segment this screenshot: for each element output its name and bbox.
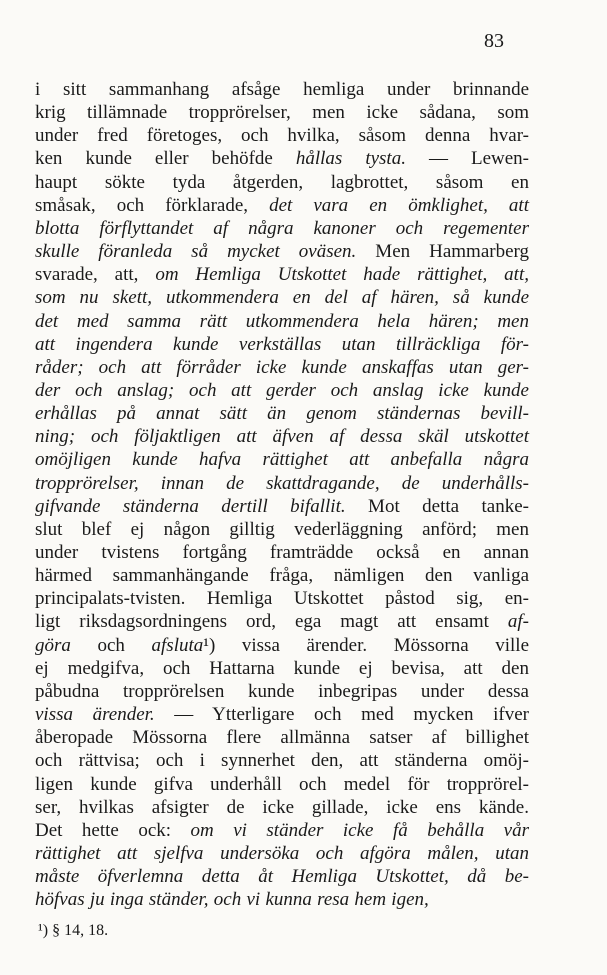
text-line [35,124,529,148]
text-line [35,310,529,334]
text-line [35,773,529,797]
italic-run: skulle föranleda så mycket oväsen. [35,241,357,263]
italic-run: vissa ärender. [35,704,155,726]
text-line [35,240,529,264]
text-run: under tvistens fortgång framträdde också en annan [35,542,529,563]
italic-run: tropprörelser, innan de skattdragande, de underhålls- [35,472,529,494]
text-line [35,194,529,218]
text-run: i sitt sammanhang afsåge hemliga under brinnande [35,79,529,100]
italic-run: rättighet att sjelfva undersöka och afgöra målen, utan [35,842,529,864]
italic-run: det med samma rätt utkommendera hela hären; men [35,310,529,332]
text-run: ken kunde eller behöfde [35,148,296,170]
italic-run: omöjligen kunde hafva rättighet att anbefalla några [35,449,529,471]
text-run: ¹) vissa ärender. Mössorna ville [203,634,530,656]
text-run: och rättvisa; och i synnerhet den, att ständerna omöj- [35,750,529,772]
text-line [35,356,529,380]
text-line [35,263,529,287]
italic-run: blotta förflyttandet af några kanoner och regementer [35,217,529,239]
text-run: påbudna tropprörelsen kunde inbegripas under dessa [35,680,529,702]
text-line [35,147,529,171]
text-line [35,379,529,403]
text-run: Det hette ock: [35,819,191,841]
italic-run: höfvas ju inga ständer, och vi kunna resa hem igen, [35,889,429,911]
text-line [35,333,529,357]
italic-run: göra [35,634,71,656]
text-run: ligen kunde gifva underhåll och medel för tropprörel- [35,773,529,795]
text-line [35,564,529,588]
text-line [35,78,529,102]
text-run: haupt sökte tyda åtgerden, lagbrottet, såsom en [35,171,529,193]
text-line [35,657,529,681]
text-line [35,749,529,773]
text-line [35,541,529,565]
text-line [35,171,529,195]
italic-run: att ingendera kunde verkställas utan tillräckliga för- [35,333,529,355]
italic-run: om Hemliga Utskottet hade rättighet, att, [155,264,529,286]
page-number: 83 [484,30,504,52]
text-run: — Lewen- [405,148,530,170]
text-line [35,495,529,519]
italic-run: der och anslag; och att gerder och anslag icke kunde [35,379,529,401]
text-line [35,842,529,866]
italic-run: ning; och följaktligen att äfven af dessa skäl utskottet [35,426,529,448]
text-run: Men Hammarberg [356,241,530,263]
italic-run: det vara en ömklighet, att [269,194,529,216]
text-line [35,587,529,611]
text-line [35,796,529,820]
text-run: Mot detta tanke- [345,495,529,517]
text-run: slut blef ej någon gilltig vederläggning anförd; men [35,518,529,540]
text-line [35,286,529,310]
text-line [35,726,529,750]
text-line [35,518,529,542]
text-line [35,634,529,658]
italic-run: erhållas på annat sätt än genom ständernas bevill- [35,403,529,425]
text-line [35,472,529,496]
text-line [35,680,529,704]
text-line [35,101,529,125]
italic-run: råder; och att förråder icke kunde anskaffas utan ger- [35,356,529,378]
italic-run: hållas tysta. [295,148,406,170]
italic-run: om vi ständer icke få behålla vår [190,819,529,841]
text-line [35,402,529,426]
italic-run: af- [507,611,529,633]
footnote-marker: ¹) [38,922,49,939]
text-line [35,425,529,449]
footnote [38,922,108,940]
text-line [35,888,529,912]
text-run: krig tillämnade tropprörelser, men icke sådana, som [35,102,529,124]
footnote-text: § 14, 18. [52,922,109,939]
text-line [35,865,529,889]
text-run: under fred företoges, och hvilka, såsom denna hvar- [35,125,529,147]
text-run: småsak, och förklarade, [35,194,270,216]
text-run: ser, hvilkas afsigter de icke gillade, icke ens kände. [35,796,529,818]
italic-run: afsluta [151,634,204,656]
text-line [35,703,529,727]
text-run: principalats-tvisten. Hemliga Utskottet påstod sig, en- [35,588,529,610]
text-run: härmed sammanhängande fråga, nämligen den vanliga [35,565,529,587]
text-run: åberopade Mössorna flere allmänna satser af billighet [35,727,529,749]
text-run: svarade, att, [35,264,156,286]
italic-run: måste öfverlemna detta åt Hemliga Utskottet, då be- [35,866,529,888]
text-run: ligt riksdagsordningens ord, ega magt att ensamt [35,611,508,633]
text-line [35,610,529,634]
text-line [35,217,529,241]
text-run: och [70,634,152,656]
text-run: ej medgifva, och Hattarna kunde ej bevisa, att den [35,657,529,679]
text-line [35,448,529,472]
text-run: — Ytterligare och med mycken ifver [154,704,529,726]
italic-run: som nu skett, utkommendera en del af hären, så kunde [35,287,529,309]
text-line [35,819,529,843]
italic-run: gifvande ständerna dertill bifallit. [35,495,346,517]
